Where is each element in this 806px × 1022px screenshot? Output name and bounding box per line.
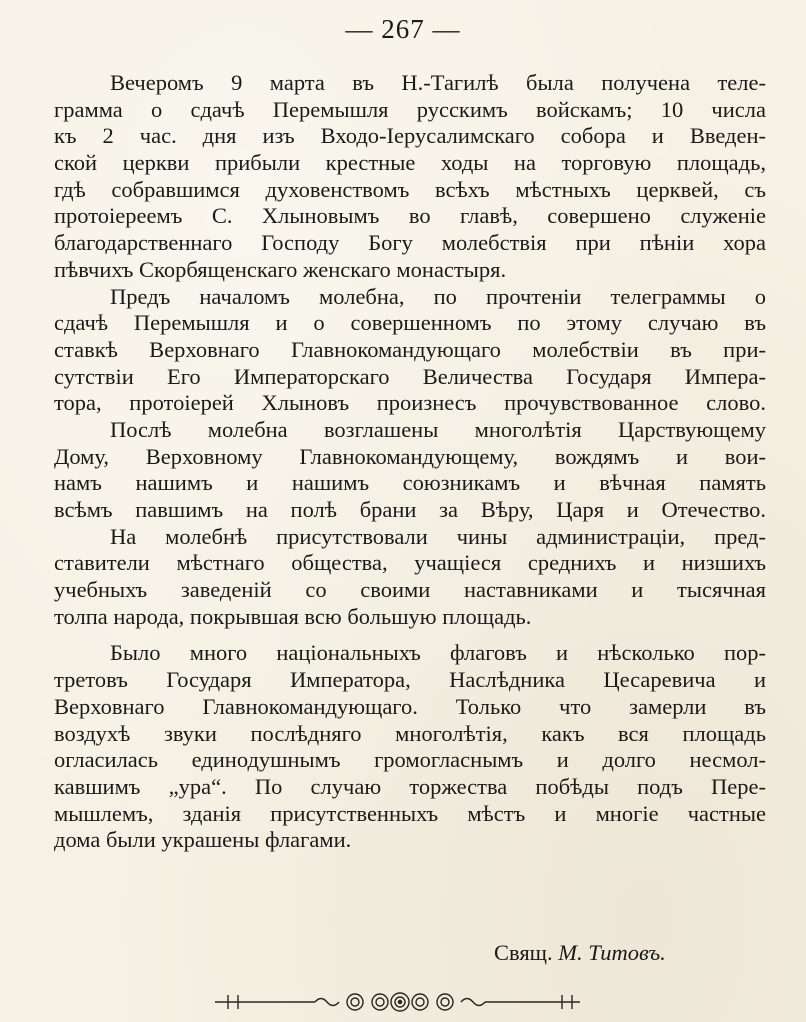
text-line: гдѣ собравшимся духовенствомъ всѣхъ мѣстныхъ церквей, съ (54, 176, 766, 202)
text-line: сутствiи Его Императорскаго Величества Государя Импера- (54, 363, 766, 389)
text-line: ставкѣ Верховнаго Главнокомандующаго молебствiи въ при- (54, 336, 766, 362)
text-line: Предъ началомъ молебна, по прочтенiи телеграммы о (110, 283, 766, 309)
text-line: учебныхъ заведенiй со своими наставниками и тысячная (54, 577, 766, 603)
text-line: мышлемъ, зданiя присутственныхъ мѣстъ и многiе частные (54, 800, 766, 826)
text-line: огласилась единодушнымъ громогласнымъ и долго несмол- (54, 747, 766, 773)
text-line: На молебнѣ присутствовали чины администрацiи, пред- (110, 523, 766, 549)
text-line: намъ нашимъ и нашимъ союзникамъ и вѣчная память (54, 470, 766, 496)
text-line: Верховнаго Главнокомандующаго. Только что замерли въ (54, 693, 766, 719)
ornament-divider (110, 990, 690, 1014)
text-line: грамма о сдачѣ Перемышля русскимъ войскамъ; 10 числа (54, 96, 766, 122)
signature-prefix: Свящ. (494, 940, 553, 965)
text-line: всѣмъ павшимъ на полѣ брани за Вѣру, Царя и Отечество. (54, 497, 766, 522)
text-line: Было много нацiональныхъ флаговъ и нѣсколько пор- (110, 640, 766, 666)
text-line: пѣвчихъ Скорбященскаго женскаго монастыря. (54, 256, 507, 282)
text-line: кавшимъ „ура“. По случаю торжества побѣды подъ Пере- (54, 773, 766, 799)
text-line: Дому, Верховному Главнокомандующему, вождямъ и вои- (54, 443, 766, 469)
paragraph-4 (54, 640, 766, 854)
signature-name: М. Титовъ. (558, 940, 666, 965)
text-line: сдачѣ Перемышля и о совершенномъ по этому случаю въ (54, 310, 766, 336)
paragraph-1 (54, 70, 766, 284)
paragraph-2 (54, 284, 766, 524)
text-line: третовъ Государя Императора, Наслѣдника Цесаревича и (54, 667, 766, 693)
text-line: протоiереемъ С. Хлыновымъ во главѣ, совершено служенiе (54, 203, 766, 229)
text-line: ской церкви прибыли крестные ходы на торговую площадь, (54, 150, 766, 176)
text-line: тора, протоiерей Хлыновъ произнесъ прочувствованное слово. (54, 390, 766, 416)
text-line: Послѣ молебна возглашены многолѣтiя Царствующему (110, 416, 766, 442)
body-text (54, 70, 766, 854)
text-line: толпа народа, покрывшая всю большую площадь. (54, 603, 532, 629)
text-line: дома были украшены флагами. (54, 827, 352, 853)
text-line: ставители мѣстнаго общества, учащiеся среднихъ и низшихъ (54, 550, 766, 576)
signature (494, 940, 666, 966)
text-line: Вечеромъ 9 марта въ Н.-Тагилѣ была получена теле- (110, 70, 766, 95)
text-line: воздухѣ звуки послѣдняго многолѣтiя, какъ вся площадь (54, 720, 766, 746)
paragraph-3 (54, 524, 766, 631)
text-line: къ 2 час. дня изъ Входо-Iерусалимскаго собора и Введен- (54, 123, 766, 149)
page-number: — 267 — (345, 14, 461, 44)
text-line: благодарственнаго Господу Богу молебствiя при пѣнiи хора (54, 230, 766, 256)
